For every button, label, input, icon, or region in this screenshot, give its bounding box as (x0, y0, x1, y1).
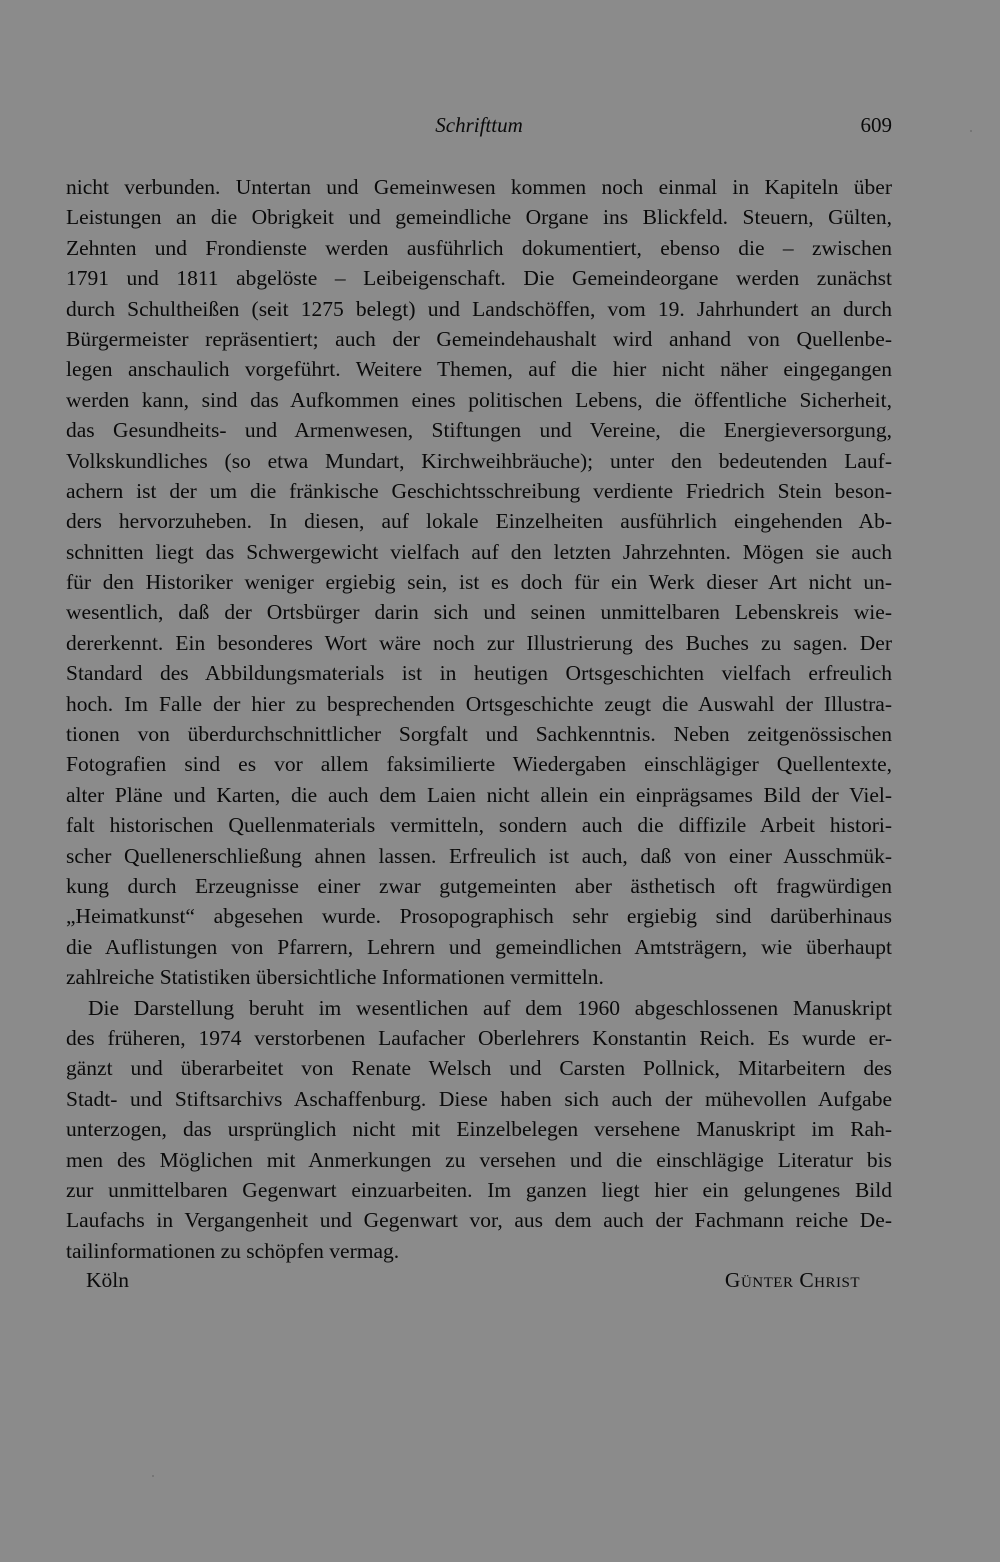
signature-author: Günter Christ (724, 1268, 860, 1292)
text-line: Stadt- und Stiftsarchivs Aschaffenburg. Diese haben sich auch der mühevollen Aufgabe (66, 1086, 892, 1111)
scan-speck (970, 130, 972, 132)
running-head (66, 113, 892, 143)
text-line: nicht verbunden. Untertan und Gemeinwesen kommen noch einmal in Kapiteln über (66, 175, 892, 199)
text-line: für den Historiker weniger ergiebig sein, ist es doch für ein Werk dieser Art nicht un- (66, 570, 892, 595)
text-line: achern ist der um die fränkische Geschichtsschreibung verdiente Friedrich Stein beson- (66, 478, 892, 503)
text-line: dererkennt. Ein besonderes Wort wäre noch zur Illustrierung des Buches zu sagen. Der (66, 630, 892, 655)
text-line: Fotografien sind es vor allem faksimilierte Wiedergaben einschlägiger Quellentexte, (66, 752, 892, 777)
text-line: legen anschaulich vorgeführt. Weitere Themen, auf die hier nicht näher eingegangen (66, 357, 892, 382)
text-line: Volkskundliches (so etwa Mundart, Kirchweihbräuche); unter den bedeutenden Lauf- (66, 448, 892, 473)
text-line: Standard des Abbildungsmaterials ist in heutigen Ortsgeschichten vielfach erfreulich (66, 661, 892, 686)
text-line: Zehnten und Frondienste werden ausführlich dokumentiert, ebenso die – zwischen (66, 235, 892, 260)
text-line: das Gesundheits- und Armenwesen, Stiftungen und Vereine, die Energieversorgung, (66, 418, 892, 443)
page-number: 609 (860, 113, 892, 137)
paragraph-2 (66, 993, 892, 1267)
text-line: tailinformationen zu schöpfen vermag. (66, 1238, 400, 1263)
text-line: durch Schultheißen (seit 1275 belegt) und Landschöffen, vom 19. Jahrhundert an durch (66, 296, 892, 321)
body-text (66, 172, 892, 1266)
text-line: ders hervorzuheben. In diesen, auf lokale Einzelheiten ausführlich eingehenden Ab- (66, 509, 892, 534)
text-line: scher Quellenerschließung ahnen lassen. Erfreulich ist auch, daß von einer Ausschmük- (66, 843, 892, 868)
text-line: zur unmittelbaren Gegenwart einzuarbeiten. Im ganzen liegt hier ein gelungenes Bild (66, 1177, 892, 1202)
paragraph-1 (66, 172, 892, 993)
scan-speck (152, 1475, 154, 1477)
text-line: Die Darstellung beruht im wesentlichen auf dem 1960 abgeschlossenen Manuskript (88, 995, 892, 1020)
text-line: schnitten liegt das Schwergewicht vielfach auf den letzten Jahrzehnten. Mögen sie auch (66, 539, 892, 564)
text-line: kung durch Erzeugnisse einer zwar gutgemeinten aber ästhetisch oft fragwürdigen (66, 873, 892, 898)
text-line: hoch. Im Falle der hier zu besprechenden Ortsgeschichte zeugt die Auswahl der Illustra- (66, 691, 892, 716)
text-line: men des Möglichen mit Anmerkungen zu versehen und die einschlägige Literatur bis (66, 1147, 892, 1172)
text-line: tionen von überdurchschnittlicher Sorgfalt und Sachkenntnis. Neben zeitgenössischen (66, 722, 892, 747)
signature-place: Köln (86, 1268, 129, 1292)
text-line: Laufachs in Vergangenheit und Gegenwart vor, aus dem auch der Fachmann reiche De- (66, 1208, 892, 1233)
running-head-title: Schrifttum (435, 113, 523, 137)
text-line: Bürgermeister repräsentiert; auch der Gemeindehaushalt wird anhand von Quellenbe- (66, 326, 892, 351)
text-line: „Heimatkunst“ abgesehen wurde. Prosopographisch sehr ergiebig sind darüberhinaus (66, 904, 892, 929)
text-line: gänzt und überarbeitet von Renate Welsch und Carsten Pollnick, Mitarbeitern des (66, 1056, 892, 1081)
text-line: unterzogen, das ursprünglich nicht mit Einzelbelegen versehene Manuskript im Rah- (66, 1117, 892, 1142)
text-line: die Auflistungen von Pfarrern, Lehrern und gemeindlichen Amtsträgern, wie überhaupt (66, 934, 892, 959)
text-line: zahlreiche Statistiken übersichtliche Informationen vermitteln. (66, 965, 604, 990)
text-line: wesentlich, daß der Ortsbürger darin sich und seinen unmittelbaren Lebenskreis wie- (66, 600, 892, 625)
text-line: des früheren, 1974 verstorbenen Laufacher Oberlehrers Konstantin Reich. Es wurde er- (66, 1025, 892, 1050)
text-line: falt historischen Quellenmaterials vermitteln, sondern auch die diffizile Arbeit histori- (66, 813, 892, 838)
text-line: alter Pläne und Karten, die auch dem Laien nicht allein ein einprägsames Bild der Viel- (66, 782, 892, 807)
text-line: werden kann, sind das Aufkommen eines politischen Lebens, die öffentliche Sicherheit, (66, 387, 892, 412)
text-line: Leistungen an die Obrigkeit und gemeindliche Organe ins Blickfeld. Steuern, Gülten, (66, 205, 892, 230)
signature-block (66, 1268, 892, 1298)
text-line: 1791 und 1811 abgelöste – Leibeigenschaft. Die Gemeindeorgane werden zunächst (66, 266, 892, 291)
